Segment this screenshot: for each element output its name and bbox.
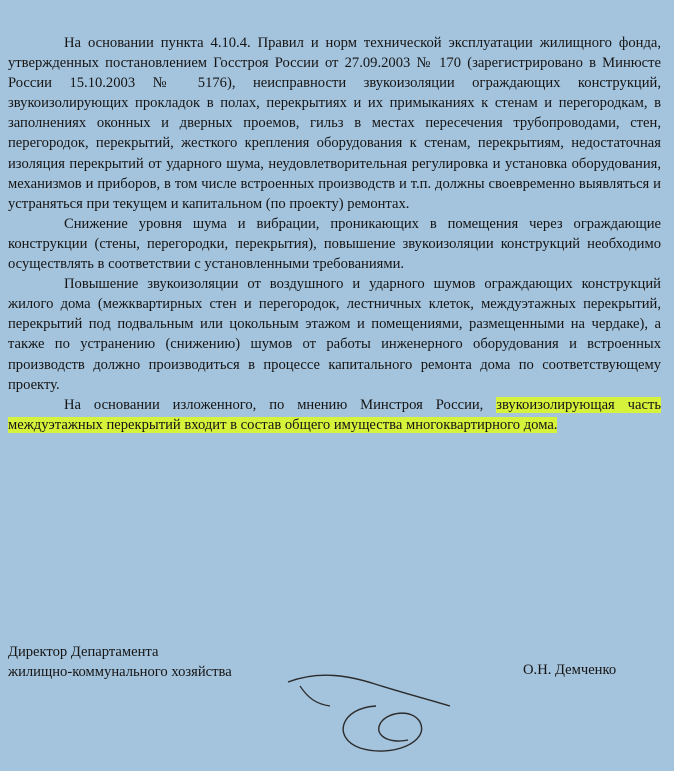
- highlighted-conclusion: звукоизолирующая часть междуэтажных перекрытий входит в состав общего имущества многоквартирного дома.: [8, 396, 661, 433]
- paragraph-2: Снижение уровня шума и вибрации, проникающих в помещения через ограждающие конструкции (стены, перегородки, перекрытия), повышение звукоизоляции конструкций необходимо осуществлять в соответствии с установленными требованиями.: [8, 215, 661, 273]
- paragraph-3: Повышение звукоизоляции от воздушного и ударного шумов ограждающих конструкций жилого дома (межквартирных стен и перегородок, лестничных клеток, междуэтажных перекрытий, перекрытий под подвальным или цокольным этажом и помещениями, размещенными на чердаке), а также по устранению (снижению) шумов от работы инженерного оборудования и встроенных производств должно производиться в процессе капитального ремонта дома по соответствующему проекту.: [8, 276, 661, 393]
- paragraph-4: [8, 395, 661, 435]
- handwritten-signature: [280, 662, 460, 762]
- paragraph-4-lead: На основании изложенного, по мнению Минстроя России,: [64, 396, 484, 413]
- signatory-title: [8, 642, 232, 682]
- signer-name: О.Н. Демченко: [523, 662, 617, 678]
- signatory-title-line-1: Директор Департамента: [8, 644, 159, 660]
- signatory-title-line-2: жилищно-коммунального хозяйства: [8, 664, 232, 680]
- letter-body: [8, 33, 661, 435]
- paragraph-1: На основании пункта 4.10.4. Правил и норм технической эксплуатации жилищного фонда, утвержденных постановлением Госстроя России от 27.09.2003 № 170 (зарегистрировано в Минюсте России 15.10.2003 № 5176), неисправности звукоизоляции ограждающих конструкций, звукоизолирующих прокладок в полах, перекрытиях и их примыканиях к стенам и перегородкам, в заполнениях оконных и дверных проемов, гильз в местах пересечения трубопроводами, стен, перегородок, перекрытий, жесткого крепления оборудования к стенам, перекрытиям, недостаточная изоляция перекрытий от ударного шума, неудовлетворительная регулировка и установка оборудования, механизмов и приборов, в том числе встроенных производств и т.п. должны своевременно выявляться и устраняться при текущем и капитальном (по проекту) ремонтах.: [8, 35, 661, 212]
